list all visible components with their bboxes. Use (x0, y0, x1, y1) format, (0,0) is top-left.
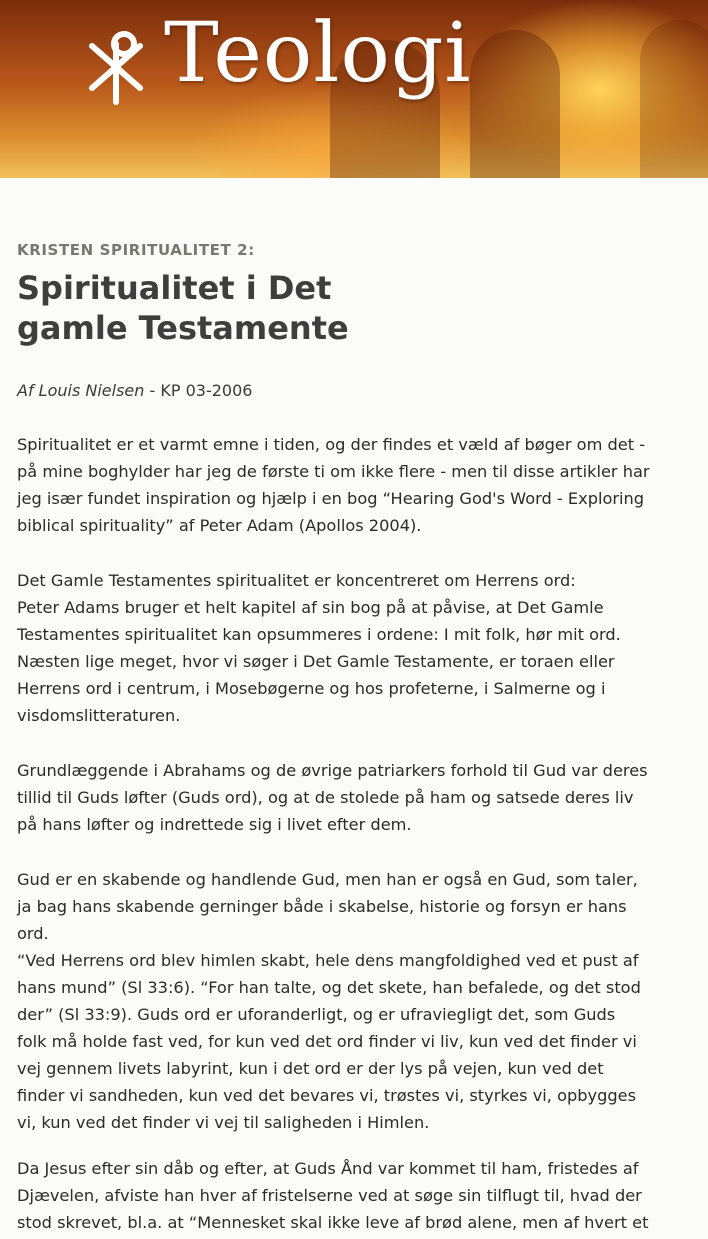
headline-line: Spiritualitet i Det (17, 269, 332, 307)
article-paragraph (17, 431, 708, 539)
paragraph-line: visdomslitteraturen. (17, 706, 181, 725)
paragraph-line: Herrens ord i centrum, i Mosebøgerne og hos profeterne, i Salmerne og i (17, 679, 606, 698)
article-paragraph (17, 567, 708, 729)
article-headline (17, 268, 517, 348)
paragraph-line: Spiritualitet er et varmt emne i tiden, og der findes et væld af bøger om det - (17, 435, 646, 454)
paragraph-line: folk må holde fast ved, for kun ved det ord finder vi liv, kun ved det finder vi (17, 1032, 637, 1051)
article-paragraph (17, 757, 708, 838)
chi-rho-icon (74, 24, 158, 108)
paragraph-line: på hans løfter og indrettede sig i livet efter dem. (17, 815, 412, 834)
byline-author: Louis Nielsen (38, 381, 145, 400)
paragraph-line: “Ved Herrens ord blev himlen skabt, hele dens mangfoldighed ved et pust af (17, 951, 639, 970)
paragraph-line: Grundlæggende i Abrahams og de øvrige patriarkers forhold til Gud var deres (17, 761, 648, 780)
article-paragraph (17, 866, 708, 1136)
paragraph-line: vej gennem livets labyrint, kun i det ord er der lys på vejen, kun ved det (17, 1059, 604, 1078)
headline-line: gamle Testamente (17, 309, 349, 347)
byline-separator: - (149, 381, 156, 400)
byline-source: KP 03-2006 (160, 381, 253, 400)
paragraph-line: tillid til Guds løfter (Guds ord), og at de stolede på ham og satsede deres liv (17, 788, 634, 807)
paragraph-line: hans mund” (Sl 33:6). “For han talte, og det skete, han befalede, og det stod (17, 978, 641, 997)
byline-prefix: Af (17, 381, 34, 400)
paragraph-line: der” (Sl 33:9). Guds ord er uforanderligt, og er ufraviegligt det, som Guds (17, 1005, 616, 1024)
article-byline (17, 381, 252, 400)
paragraph-line: Peter Adams bruger et helt kapitel af sin bog på at påvise, at Det Gamle (17, 598, 604, 617)
paragraph-line: Testamentes spiritualitet kan opsummeres i ordene: I mit folk, hør mit ord. (17, 625, 621, 644)
paragraph-line: Da Jesus efter sin dåb og efter, at Guds Ånd var kommet til ham, fristedes af (17, 1159, 639, 1178)
paragraph-line: ord. (17, 924, 49, 943)
paragraph-line: biblical spirituality” af Peter Adam (Apollos 2004). (17, 516, 422, 535)
article-paragraph (17, 1155, 708, 1236)
article-kicker: KRISTEN SPIRITUALITET 2: (17, 241, 255, 259)
paragraph-line: Det Gamle Testamentes spiritualitet er koncentreret om Herrens ord: (17, 571, 576, 590)
banner-title: Teologi (164, 6, 472, 101)
paragraph-line: på mine boghylder har jeg de første ti om ikke flere - men til disse artikler har (17, 462, 650, 481)
paragraph-line: Djævelen, afviste han hver af fristelserne ved at søge sin tilflugt til, hvad der (17, 1186, 642, 1205)
paragraph-line: finder vi sandheden, kun ved det bevares vi, trøstes vi, styrkes vi, opbygges (17, 1086, 637, 1105)
paragraph-line: vi, kun ved det finder vi vej til saligheden i Himlen. (17, 1113, 430, 1132)
paragraph-line: ja bag hans skabende gerninger både i skabelse, historie og forsyn er hans (17, 897, 627, 916)
paragraph-line: jeg især fundet inspiration og hjælp i en bog “Hearing God's Word - Exploring (17, 489, 645, 508)
header-banner (0, 0, 708, 178)
paragraph-line: Næsten lige meget, hvor vi søger i Det Gamle Testamente, er toraen eller (17, 652, 615, 671)
paragraph-line: Gud er en skabende og handlende Gud, men han er også en Gud, som taler, (17, 870, 638, 889)
paragraph-line: stod skrevet, bl.a. at “Mennesket skal ikke leve af brød alene, men af hvert et (17, 1213, 649, 1232)
